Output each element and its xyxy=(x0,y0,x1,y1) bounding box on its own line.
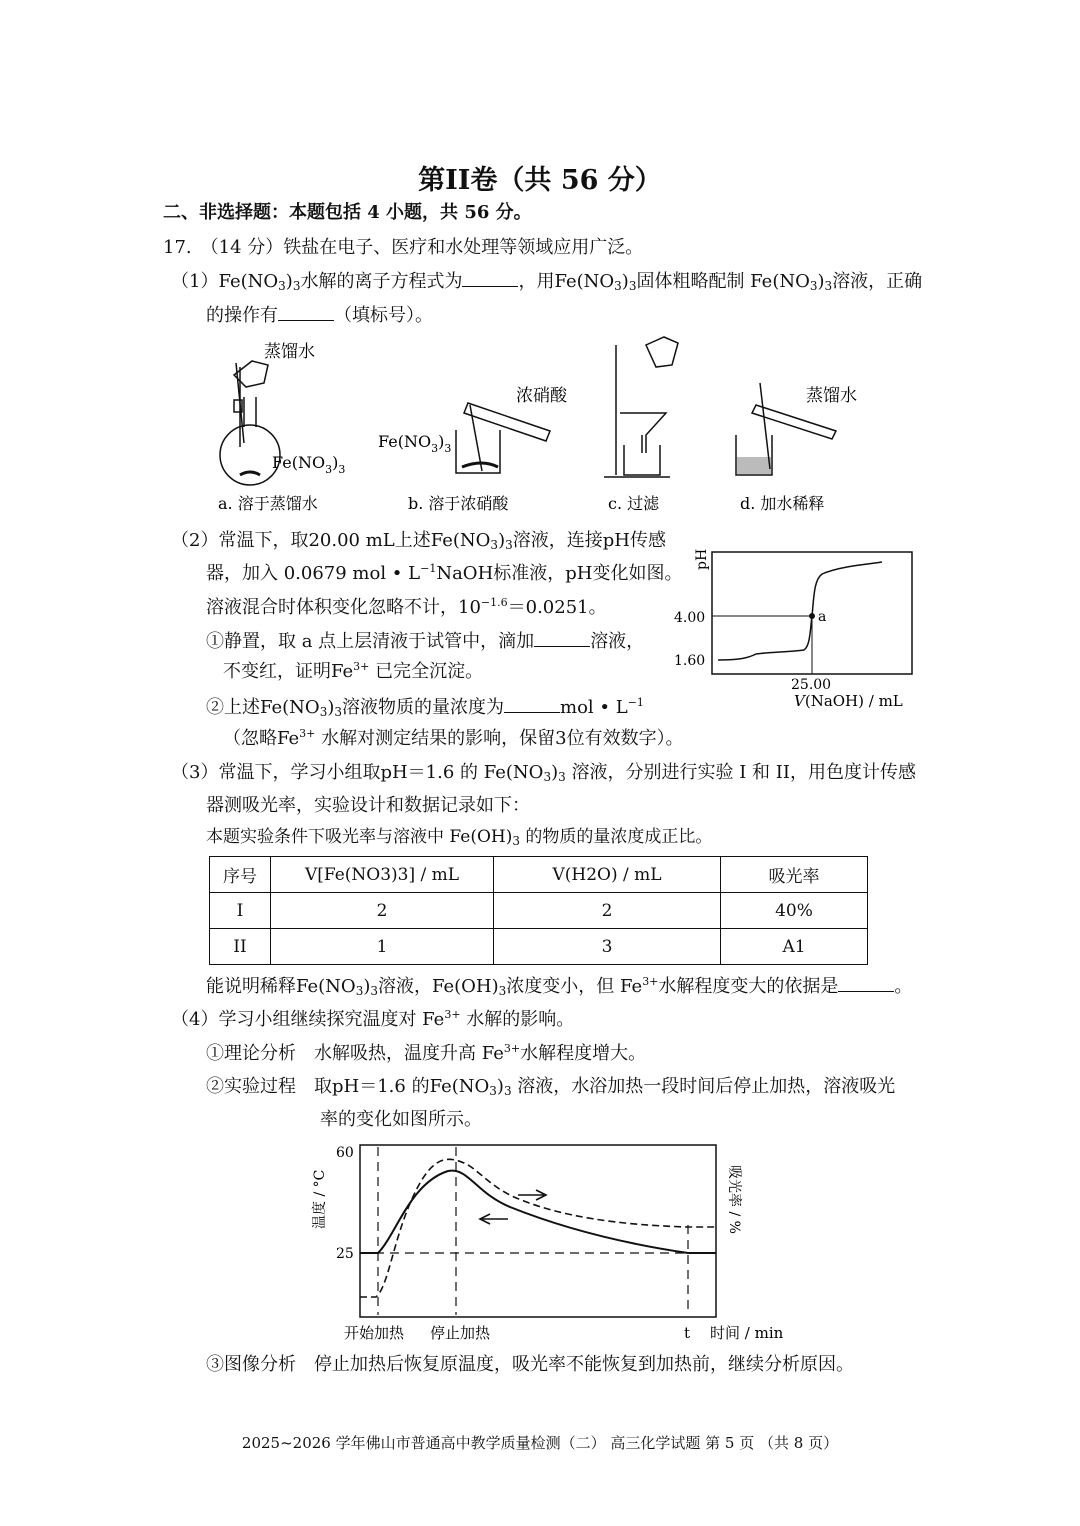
q17-part2-line6: ②上述$Fe(NO_3)_3$溶液物质的量浓度为 mol • $L^{-1}$ xyxy=(206,696,644,719)
figure-b-caption: b. 溶于浓硝酸 xyxy=(408,494,509,513)
q17-part2-line2: 器，加入 0.0679 mol • $L^{-1}NaOH$标准液，pH变化如图。 xyxy=(206,562,683,584)
q17-part3-line2: 器测吸光率，实验设计和数据记录如下： xyxy=(206,795,530,816)
table-cell: I xyxy=(210,893,271,929)
experiment-table xyxy=(209,856,868,965)
x-label-t: t xyxy=(684,1324,691,1342)
ph-titration-chart xyxy=(670,540,930,715)
temp-ytick-top: 60 xyxy=(336,1145,354,1161)
figure-a-caption: a. 溶于蒸馏水 xyxy=(218,494,318,513)
arrow-right-icon xyxy=(518,1190,546,1200)
q17-part2-line7: （忽略$Fe^{3+}$ 水解对测定结果的影响，保留3位有效数字）。 xyxy=(223,727,684,749)
table-cell: 2 xyxy=(494,893,721,929)
ph-y-axis-label: pH xyxy=(694,548,710,570)
table-cell: A1 xyxy=(721,929,868,965)
q17-part1-line1: $(1)Fe(NO_3)_3$水解的离子方程式为 ，用$Fe(NO_3)_3$固体粗略配制 $Fe(NO_3)_3$溶液，正确 xyxy=(171,271,923,293)
table-header: V(H2O) / mL xyxy=(494,857,721,893)
q17-part4-line2: ①理论分析 水解吸热，温度升高 $Fe^{3+}$水解程度增大。 xyxy=(206,1042,647,1064)
absorbance-y-axis-label: 吸光率 / % xyxy=(726,1165,742,1234)
q17-part2-line3: 溶液混合时体积变化忽略不计，$10^{-1.6}=0.0251$。 xyxy=(206,596,607,618)
answer-blank[interactable] xyxy=(504,696,560,713)
x-axis-label: 时间 / min xyxy=(710,1324,784,1342)
ph-x-axis-label: V(NaOH) / mL xyxy=(794,692,903,710)
page-footer: 2025~2026 学年佛山市普通高中教学质量检测（二） 高三化学试题 第 5 页 （共 8 页） xyxy=(241,1434,839,1452)
temp-chart-frame xyxy=(360,1145,716,1317)
figure-d-caption: d. 加水稀释 xyxy=(740,494,825,513)
ph-curve xyxy=(718,562,882,660)
temp-ytick-mid: 25 xyxy=(336,1246,354,1262)
question-17-intro: 17. （14 分）铁盐在电子、医疗和水处理等领域应用广泛。 xyxy=(163,237,644,258)
table-row xyxy=(210,893,868,929)
arrow-left-icon xyxy=(480,1214,508,1224)
temp-y-axis-label: 温度 / °C xyxy=(312,1169,328,1229)
temperature-curve xyxy=(360,1171,716,1253)
ph-ytick-high: 4.00 xyxy=(674,610,706,626)
answer-blank[interactable] xyxy=(534,630,590,647)
figure-b-label-acid: 浓硝酸 xyxy=(516,386,567,406)
ph-xtick: 25.00 xyxy=(791,677,832,693)
q17-part2-line4: ①静置，取 a 点上层清液于试管中，滴加 溶液， xyxy=(206,631,645,652)
answer-blank[interactable] xyxy=(462,270,518,287)
q17-part4-line3: ②实验过程 取pH＝1.6 的$Fe(NO_3)_3$ 溶液，水浴加热一段时间后停止加热，溶液吸光 xyxy=(206,1076,896,1098)
table-header: 序号 xyxy=(210,857,271,893)
q17-part2-line1: （2）常温下，取20.00 mL上述$Fe(NO_3)_3$溶液，连接pH传感 xyxy=(171,530,666,552)
q17-part1-line2: 的操作有 （填标号）。 xyxy=(206,305,433,326)
q17-part3-line1: （3）常温下，学习小组取pH＝1.6 的 $Fe(NO_3)_3$ 溶液，分别进行实验 I 和 II，用色度计传感 xyxy=(171,762,916,784)
temperature-absorbance-chart xyxy=(300,1135,800,1350)
q17-part3-line3: 本题实验条件下吸光率与溶液中 $Fe(OH)_3$ 的物质的量浓度成正比。 xyxy=(206,827,713,848)
answer-blank[interactable] xyxy=(838,975,894,992)
ph-point-a xyxy=(809,613,815,619)
answer-blank[interactable] xyxy=(278,304,334,321)
figure-c-caption: c. 过滤 xyxy=(608,494,660,513)
table-header: 吸光率 xyxy=(721,857,868,893)
table-cell: 3 xyxy=(494,929,721,965)
figure-a-volumetric-flask xyxy=(220,361,280,485)
table-header-row xyxy=(210,857,868,893)
q17-part4-line1: （4）学习小组继续探究温度对 $Fe^{3+}$ 水解的影响。 xyxy=(171,1008,575,1030)
figure-b-beaker-acid xyxy=(456,403,550,473)
table-cell: 40% xyxy=(721,893,868,929)
apparatus-figure xyxy=(200,335,900,525)
q17-part4-line5: ③图像分析 停止加热后恢复原温度，吸光率不能恢复到加热前，继续分析原因。 xyxy=(206,1354,854,1375)
figure-d-label-water: 蒸馏水 xyxy=(806,386,857,406)
figure-a-label-salt: $Fe(NO_3)_3$ xyxy=(272,453,346,476)
x-label-stop-heating: 停止加热 xyxy=(430,1324,491,1342)
table-header: V[Fe(NO3)3] / mL xyxy=(271,857,494,893)
ph-ytick-low: 1.60 xyxy=(674,653,706,669)
page-title: 第II卷（共 56 分） xyxy=(418,165,662,196)
q17-part4-line4: 率的变化如图所示。 xyxy=(320,1109,482,1130)
q17-part2-line5: 不变红，证明$Fe^{3+}$ 已完全沉淀。 xyxy=(223,660,484,682)
figure-c-filtration xyxy=(604,337,678,477)
ph-point-a-label: a xyxy=(818,609,827,625)
q17-part3-line4: 能说明稀释$Fe(NO_3)_3$溶液，$Fe(OH)_3$浓度变小，但 $Fe^{3+}$水解程度变大的依据是 。 xyxy=(206,975,913,998)
figure-b-label-salt: $Fe(NO_3)_3$ xyxy=(378,432,452,455)
table-cell: 2 xyxy=(271,893,494,929)
table-row xyxy=(210,929,868,965)
x-label-start-heating: 开始加热 xyxy=(344,1324,405,1342)
section-heading: 二、非选择题：本题包括 4 小题，共 56 分。 xyxy=(163,202,532,223)
figure-a-label-water: 蒸馏水 xyxy=(264,342,315,362)
table-cell: II xyxy=(210,929,271,965)
table-cell: 1 xyxy=(271,929,494,965)
absorbance-curve xyxy=(360,1159,716,1297)
